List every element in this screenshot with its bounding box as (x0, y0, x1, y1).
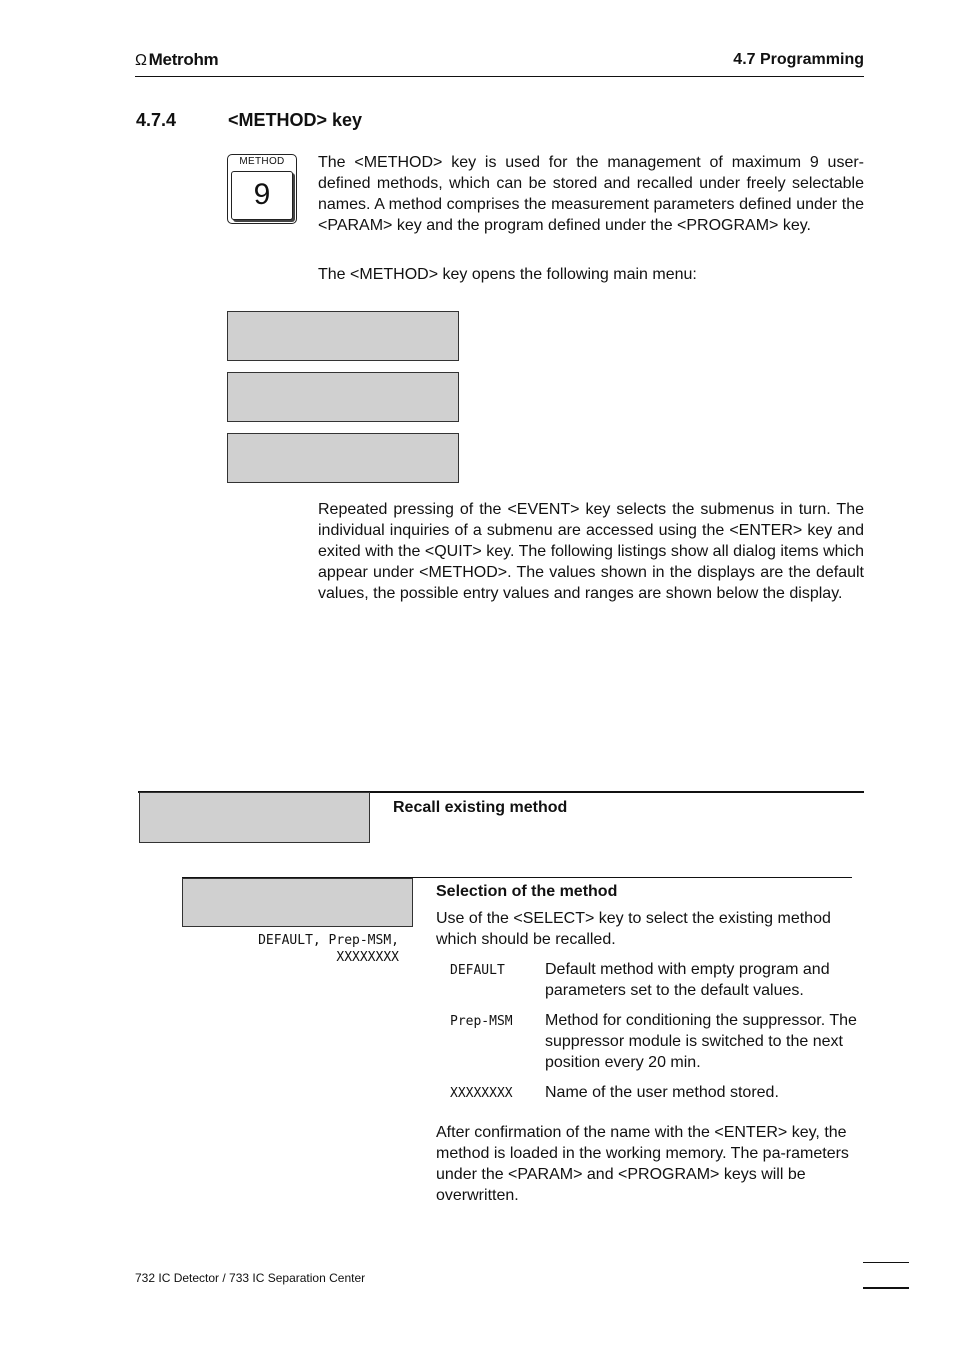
header-rule (135, 76, 864, 77)
key-face (231, 171, 293, 220)
main-menu-display-1 (227, 311, 459, 361)
entry-options-line-1: DEFAULT, Prep-MSM, (258, 933, 399, 948)
main-menu-intro: The <METHOD> key opens the following main menu: (318, 266, 697, 283)
definition-description: Default method with empty program and parameters set to the default values. (545, 961, 830, 999)
omega-logo-icon: Ω (135, 52, 147, 69)
definition-description: Name of the user method stored. (545, 1084, 779, 1101)
submenu-paragraph: Repeated pressing of the <EVENT> key selects the submenus in turn. The individual inquiries of a submenu are accessed using the <ENTER> key and exited with the <QUIT> key. The following listings show all dialog items which appear under <METHOD>. The values shown in the displays are the default values, the possible entry values and ranges are shown below the display. (318, 501, 864, 602)
section-title: <METHOD> key (228, 110, 363, 130)
definition-term: Prep-MSM (450, 1014, 513, 1029)
recall-title: Recall existing method (393, 799, 568, 816)
selection-display (182, 878, 413, 927)
definition-term: XXXXXXXX (450, 1086, 513, 1101)
section-number: 4.7.4 (136, 110, 177, 130)
main-menu-display-2 (227, 372, 459, 422)
running-header-section: 4.7 Programming (733, 51, 864, 68)
selection-title: Selection of the method (436, 883, 618, 900)
metrohm-logo (135, 50, 218, 70)
key-label: METHOD (239, 156, 285, 167)
main-menu-display-3 (227, 433, 459, 483)
method-key-graphic (227, 154, 297, 224)
definition-description: Method for conditioning the suppressor. The suppressor module is switched to the next position every 20 min. (545, 1012, 857, 1071)
definition-term: DEFAULT (450, 963, 505, 978)
footer-rule-top (863, 1262, 909, 1263)
after-confirmation-text: After confirmation of the name with the <ENTER> key, the method is loaded in the working memory. The pa-rameters under the <PARAM> and <PROGRAM> keys will be overwritten. (436, 1124, 849, 1204)
entry-options-line-2: XXXXXXXX (336, 950, 399, 965)
intro-paragraph: The <METHOD> key is used for the management of maximum 9 user-defined methods, which can be stored and recalled under freely selectable names. A method comprises the measurement parameters defined under the <PARAM> key and the program defined under the <PROGRAM> key. (318, 154, 864, 234)
recall-display (139, 792, 370, 843)
key-number: 9 (253, 178, 271, 211)
selection-text: Use of the <SELECT> key to select the existing method which should be recalled. (436, 910, 831, 948)
footer-rule-bottom (863, 1287, 909, 1289)
logo-text: Metrohm (148, 50, 219, 69)
footer-text: 732 IC Detector / 733 IC Separation Center (135, 1271, 366, 1285)
